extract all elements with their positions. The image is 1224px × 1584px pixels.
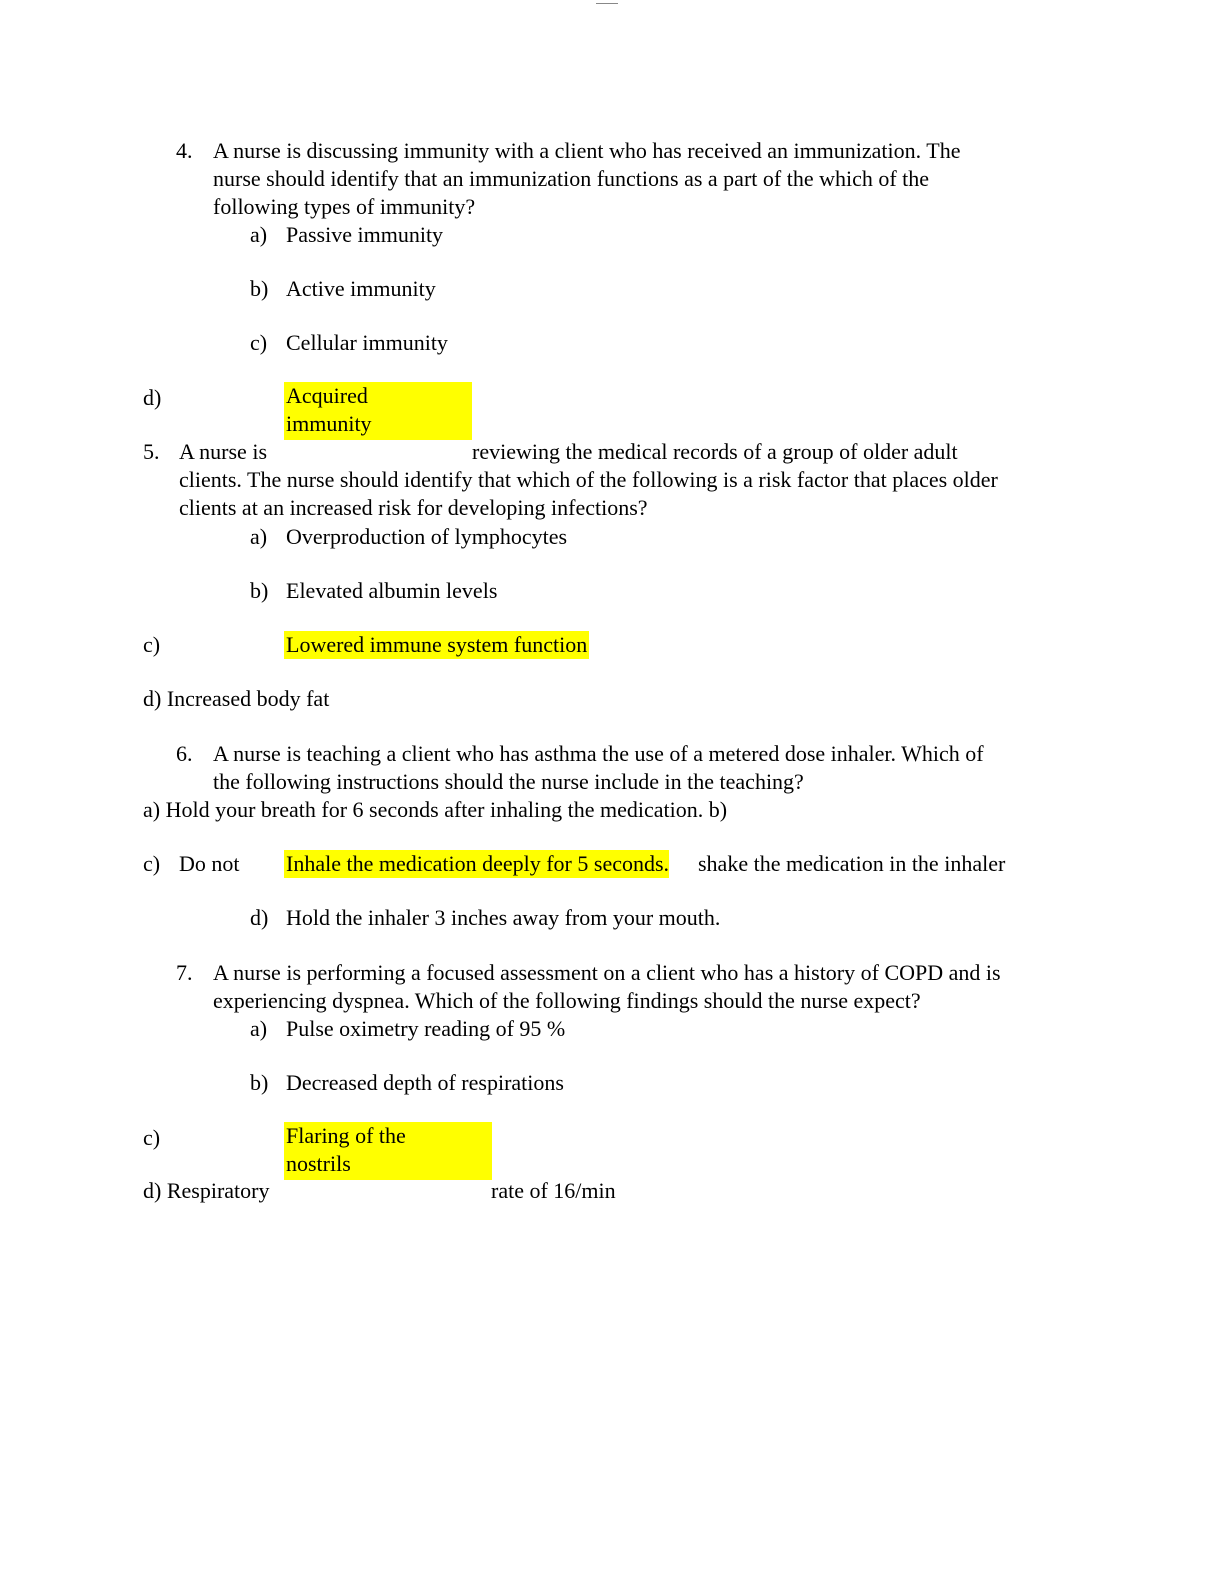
q5-option-a-label: a) <box>250 524 268 549</box>
q7-option-a-text: Pulse oximetry reading of 95 % <box>286 1016 566 1041</box>
q5-option-b-label: b) <box>250 578 269 603</box>
q5-stem-line3: clients at an increased risk for developing infections? <box>179 495 648 520</box>
q4-option-a-text: Passive immunity <box>286 222 444 247</box>
q7-option-b-text: Decreased depth of respirations <box>286 1070 564 1095</box>
q5-stem-lead: A nurse is <box>179 439 267 464</box>
q5-option-a-text: Overproduction of lymphocytes <box>286 524 568 549</box>
q7-option-c-word2: of <box>355 1123 374 1148</box>
q7-option-d-rest: rate of 16/min <box>491 1178 616 1203</box>
q4-option-a-label: a) <box>250 222 268 247</box>
q7-stem-line2: experiencing dyspnea. Which of the following findings should the nurse expect? <box>213 988 921 1013</box>
q4-option-b-text: Active immunity <box>286 276 436 301</box>
q7-option-a-label: a) <box>250 1016 268 1041</box>
header-rule <box>596 3 618 4</box>
q6-option-d-label: d) <box>250 905 269 930</box>
q6-number: 6. <box>176 741 193 766</box>
q6-option-d-text: Hold the inhaler 3 inches away from your mouth. <box>286 905 721 930</box>
q6-option-b-text: Inhale the medication deeply for 5 seconds. <box>286 851 670 876</box>
q7-option-c-label: c) <box>143 1125 161 1150</box>
q4-option-d-line2: immunity <box>286 411 372 436</box>
q6-option-a-line: a) Hold your breath for 6 seconds after inhaling the medication. b) <box>143 797 728 822</box>
q4-stem-line3: following types of immunity? <box>213 194 476 219</box>
q5-option-c-text: Lowered immune system function <box>286 632 588 657</box>
q7-option-b-label: b) <box>250 1070 269 1095</box>
q4-answer-highlight <box>284 382 472 440</box>
q6-stem-line2: the following instructions should the nurse include in the teaching? <box>213 769 804 794</box>
q6-option-c-rest: shake the medication in the inhaler <box>698 851 1006 876</box>
q7-option-c-word1: Flaring <box>286 1123 350 1148</box>
q5-stem-line2: clients. The nurse should identify that which of the following is a risk factor that places older <box>179 467 998 492</box>
q6-answer-highlight <box>284 850 669 878</box>
q7-option-c-line2: nostrils <box>286 1151 351 1176</box>
q5-number: 5. <box>143 439 160 464</box>
q7-option-d-lead: d) Respiratory <box>143 1178 270 1203</box>
q7-answer-highlight <box>284 1122 492 1180</box>
q5-stem-line1-rest: reviewing the medical records of a group of older adult <box>472 439 958 464</box>
q6-option-c-lead: Do not <box>179 851 240 876</box>
q4-option-c-text: Cellular immunity <box>286 330 448 355</box>
q5-answer-highlight <box>284 631 589 659</box>
q4-number: 4. <box>176 138 193 163</box>
q4-option-d-line1: Acquired <box>286 383 368 408</box>
q7-option-c-word3: the <box>378 1123 406 1148</box>
q5-option-d: d) Increased body fat <box>143 686 330 711</box>
q7-stem-line1: A nurse is performing a focused assessment on a client who has a history of COPD and is <box>213 960 1001 985</box>
q4-stem-line2: nurse should identify that an immunization functions as a part of the which of the <box>213 166 930 191</box>
q4-option-c-label: c) <box>250 330 268 355</box>
q4-option-b-label: b) <box>250 276 269 301</box>
q6-stem-line1: A nurse is teaching a client who has asthma the use of a metered dose inhaler. Which of <box>213 741 984 766</box>
q4-stem-line1: A nurse is discussing immunity with a client who has received an immunization. The <box>213 138 961 163</box>
q5-option-c-label: c) <box>143 632 161 657</box>
q4-option-d-label: d) <box>143 385 162 410</box>
q6-option-c-label: c) <box>143 851 161 876</box>
q7-number: 7. <box>176 960 193 985</box>
q7-option-c-line1 <box>286 1122 491 1150</box>
q5-option-b-text: Elevated albumin levels <box>286 578 498 603</box>
